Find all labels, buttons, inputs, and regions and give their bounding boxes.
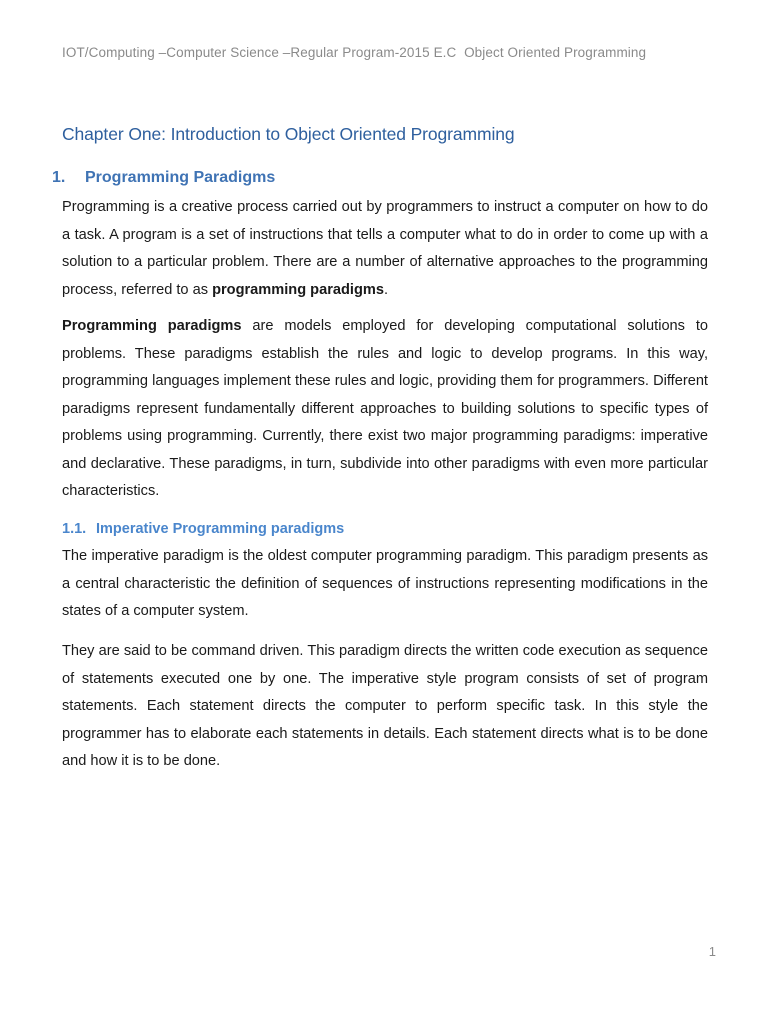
section-heading-programming-paradigms [52, 169, 275, 187]
section-title: Programming Paradigms [85, 169, 276, 186]
subsection-title: Imperative Programming paradigms [96, 521, 345, 537]
chapter-title: Chapter One: Introduction to Object Oriented Programming [62, 124, 515, 144]
paragraph-imperative-command-driven: They are said to be command driven. This paradigm directs the written code execution as sequence of statements executed one by one. The imperative style program consists of set of program statements. Each statement directs the computer to perform specific task. In this style the programmer has to elaborate each statements in details. Each statement directs what is to be done and how it is to be done. [62, 643, 708, 769]
paragraph-text: Programming is a creative process carried out by programmers to instruct a computer on how to do a task. A program is a set of instructions that tells a computer what to do in order to come up with a solution to a particular problem. There are a number of alternative approaches to the programming process, referred to as [62, 199, 708, 298]
paragraph-paradigms-definition [62, 313, 708, 506]
page-header: IOT/Computing –Computer Science –Regular Program-2015 E.C Object Oriented Programming [62, 45, 647, 60]
subsection-number: 1.1. [62, 521, 87, 537]
paragraph-text: are models employed for developing computational solutions to problems. These paradigms establish the rules and logic to develop programs. In this way, programming languages implement these rules and logic, providing them for programmers. Different paradigms represent fundamentally different approaches to building solutions to specific types of problems using programming. Currently, there exist two major programming paradigms: imperative and declarative. These paradigms, in turn, subdivide into other paradigms with even more particular characteristics. [62, 318, 708, 499]
paragraph-programming-intro [62, 194, 708, 304]
section-number: 1. [52, 169, 66, 186]
subsection-heading-imperative [62, 521, 344, 537]
page-number: 1 [708, 944, 716, 959]
paragraph-end: . [383, 281, 389, 298]
bold-term: Programming paradigms [62, 318, 242, 334]
paragraph-imperative-intro: The imperative paradigm is the oldest computer programming paradigm. This paradigm presents as a central characteristic the definition of sequences of instructions representing modifications in the states of a computer system. [62, 548, 708, 619]
bold-term: programming paradigms [212, 281, 384, 298]
